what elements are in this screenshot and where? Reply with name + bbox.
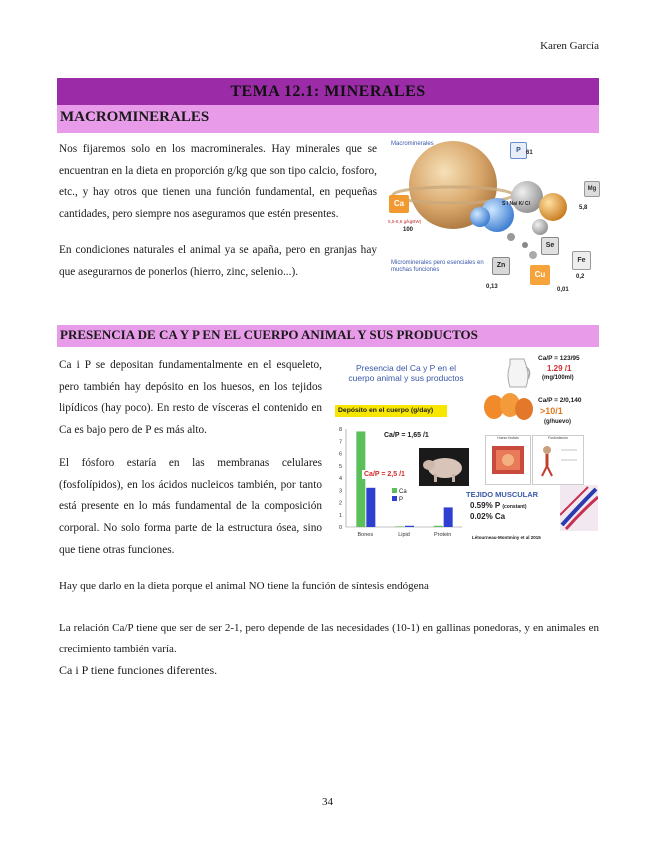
paragraph-phosphorus-functions: El fósforo estaría en las membranas celulares (fosfolípidos), en los ácidos nucleicos también, por tanto está presente en lo más fundamental de la composición corporal. No solo forma parte de la estructura ósea, sino que tiene otras funciones. <box>59 457 322 556</box>
fe-element-tile <box>572 251 591 270</box>
mg-element-tile <box>584 181 600 197</box>
chart-title: Depósito en el cuerpo (g/day) <box>335 405 447 417</box>
macrominerals-label: Macrominerales <box>391 141 434 147</box>
y-tick-label: 2 <box>338 500 342 507</box>
fe-symbol: Fe <box>577 257 586 264</box>
paragraph-dietary-requirement: Hay que darlo en la dieta porque el animal NO tiene la función de síntesis endógena <box>59 580 429 592</box>
mg-value: 5,8 <box>579 205 588 211</box>
figure-citation: Létourneau-Montminy et al 2015 <box>472 535 541 540</box>
x-tick-label: Bones <box>357 532 374 538</box>
y-tick-label: 8 <box>338 427 342 433</box>
page-title: TEMA 12.1: MINERALES <box>57 78 599 105</box>
y-tick-label: 4 <box>338 476 342 482</box>
bar-p-protein <box>444 507 453 527</box>
annotation-bone-ratio-text: Ca/P = 2,5 /1 <box>364 471 405 478</box>
bar-ca-protein <box>434 526 443 527</box>
egg-ratio-value: >10/1 <box>540 406 563 416</box>
ca-symbol: Ca <box>393 199 405 208</box>
legend-p: P <box>399 497 404 503</box>
paragraph-macrominerales-intro: Nos fijaremos solo en los macrominerales. Hay minerales que se encuentran en la dieta en proporción g/kg que son tipo calcio, fosforo, etc., y hay otros que tienen una función fundamental, en pequeñas cantidades, pero siempre nos aseguramos que estén presentes. <box>59 143 377 221</box>
muscle-figure-icon <box>533 440 583 480</box>
y-tick-label: 7 <box>338 439 342 446</box>
y-tick-label: 5 <box>338 463 342 470</box>
milk-jug-icon <box>504 355 532 389</box>
y-tick-label: 0 <box>338 525 342 531</box>
zn-value: 0,13 <box>486 284 498 290</box>
bone-image <box>485 435 531 485</box>
milk-ratio-value: 1.29 /1 <box>547 364 572 373</box>
bone-image-label: Hueso fosfato <box>497 436 519 440</box>
annotation-total-ratio: Ca/P = 1,65 /1 <box>384 432 429 439</box>
x-tick-label: Protein <box>433 532 452 538</box>
cu-symbol: Cu <box>534 270 546 279</box>
phosphorylation-image <box>532 435 584 485</box>
paragraph-ca-p-ratio: La relación Ca/P tiene que ser de ser 2-1, pero depende de las necesidades (10-1) en gallinas ponedoras, y en animales en crecimiento también varía. <box>59 622 599 655</box>
section-heading-macrominerales: MACROMINERALES <box>57 105 599 133</box>
milk-ratio: Ca/P = 123/95 <box>538 355 580 362</box>
muscle-p-value <box>470 501 527 510</box>
muscle-p: 0.59% P <box>470 501 501 510</box>
page-number: 34 <box>322 796 333 808</box>
p-element-tile <box>510 142 527 159</box>
muscle-p-note: (constant) <box>502 504 527 510</box>
bar-p-lipid <box>405 526 414 527</box>
eggs-icon <box>482 389 534 423</box>
planets-minerals-figure <box>385 137 600 300</box>
paragraph-ca-p-deposit: Ca i P se depositan fundamentalmente en el esqueleto, pero también hay depósito en los huesos, en los tejidos lipídicos (hay poco). En resto de vísceras el contenido en Ca es bajo pero de P es más alto. <box>59 359 322 437</box>
fe-value: 0,2 <box>576 274 585 280</box>
ca-element-tile <box>389 195 409 213</box>
se-element-tile <box>541 237 559 255</box>
bar-ca-bones <box>356 431 365 527</box>
phosphorylation-label: Fosforilación <box>548 436 568 440</box>
pig-photo-icon <box>419 448 469 486</box>
other-macrominerals-label: S / Na/ K/ Cl <box>502 201 531 207</box>
section-heading-ca-p-presence: PRESENCIA DE CA Y P EN EL CUERPO ANIMAL Y SUS PRODUCTOS <box>57 325 599 347</box>
y-tick-label: 1 <box>338 512 342 519</box>
author-name: Karen García <box>540 40 599 52</box>
bone-cells-icon <box>486 440 530 480</box>
egg-ratio: Ca/P = 2/0,140 <box>538 397 582 404</box>
annotation-bone-ratio <box>362 470 407 479</box>
figure-title: Presencia del Ca y P en el cuerpo animal y sus productos <box>348 363 464 383</box>
ca-value: 100 <box>403 227 414 233</box>
paragraph-natural-conditions: En condiciones naturales el animal ya se apaña, pero en granjas hay que asegurarnos de ponerlos (hierro, zinc, selenio...). <box>59 244 377 278</box>
bar-p-bones <box>366 488 375 527</box>
cu-value: 0,01 <box>557 287 569 293</box>
cu-element-tile <box>530 265 550 285</box>
zn-element-tile <box>492 257 510 275</box>
zn-symbol: Zn <box>496 262 506 269</box>
microminerals-label: Microminerales pero esenciales en muchas funciones <box>391 260 484 273</box>
ca-range-label: 5,5-6,6 g/kgBW) <box>388 219 422 224</box>
muscle-fiber-icon <box>560 485 598 531</box>
y-tick-label: 6 <box>338 451 342 458</box>
y-tick-label: 3 <box>338 488 342 495</box>
x-tick-label: Lipid <box>398 532 410 538</box>
ca-p-presence-figure <box>332 351 600 547</box>
muscle-ca-value: 0.02% Ca <box>470 512 506 521</box>
bar-ca-lipid <box>395 526 404 527</box>
mg-symbol: Mg <box>587 186 597 192</box>
muscle-title: TEJIDO MUSCULAR <box>466 490 539 499</box>
legend-ca: Ca <box>399 489 407 495</box>
milk-unit: (mg/100ml) <box>542 375 574 381</box>
se-symbol: Se <box>545 242 555 249</box>
paragraph-different-functions: Ca i P tiene funciones diferentes. <box>59 663 218 677</box>
chart-legend <box>392 488 407 504</box>
p-symbol: P <box>516 147 521 154</box>
p-value: 61 <box>526 150 533 156</box>
egg-unit: (g/huevo) <box>544 419 571 425</box>
